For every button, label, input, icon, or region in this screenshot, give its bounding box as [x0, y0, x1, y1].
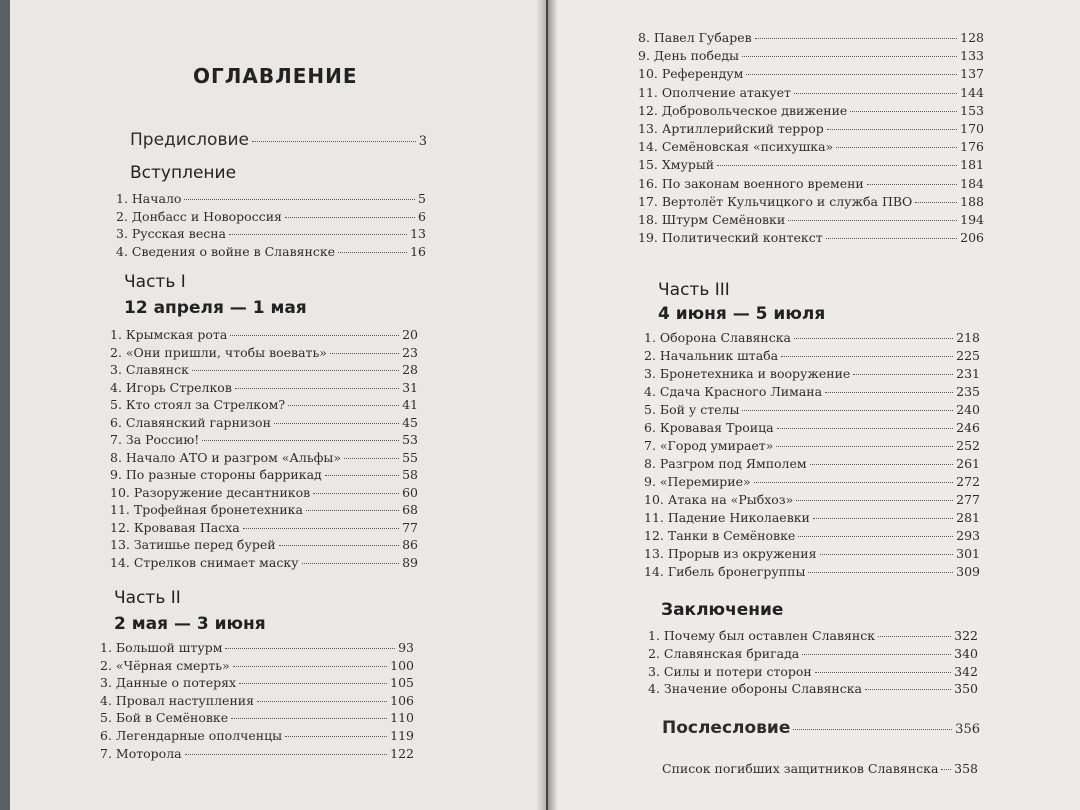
- toc-entry: [644, 420, 980, 435]
- toc-entry-label: 1. Крымская рота: [110, 327, 228, 342]
- dot-leader: [825, 392, 953, 393]
- toc-entry-label: 11. Ополчение атакует: [638, 84, 791, 100]
- toc-entry: [116, 244, 426, 259]
- dot-leader: [344, 458, 399, 459]
- dot-leader: [302, 563, 400, 564]
- toc-entry: [110, 485, 418, 500]
- dot-leader: [257, 701, 387, 702]
- dot-leader: [285, 217, 415, 218]
- toc-entry-label: 4. Значение обороны Славянска: [648, 681, 863, 697]
- toc-entry: [644, 384, 980, 399]
- toc-entry-label: 3. Русская весна: [116, 226, 227, 242]
- toc-entry-page: 309: [956, 564, 980, 579]
- toc-entry-page: 13: [410, 226, 426, 242]
- toc-entry-page: 225: [956, 348, 980, 363]
- toc-entry-page: 53: [402, 432, 418, 447]
- toc-entry: [648, 646, 978, 661]
- toc-entry: [662, 761, 978, 776]
- dot-leader: [230, 335, 399, 336]
- toc-entry-label: 19. Политический контекст: [638, 230, 823, 246]
- toc-entry-page: 16: [410, 243, 426, 259]
- toc-entry-label: 9. По разные стороны баррикад: [110, 467, 322, 482]
- dot-leader: [815, 672, 951, 673]
- dot-leader: [794, 338, 953, 339]
- dot-leader: [853, 374, 953, 375]
- toc-entry: [662, 718, 980, 738]
- toc-entry-label: 10. Референдум: [638, 66, 744, 82]
- toc-entry: [110, 345, 418, 360]
- toc-entry-page: 235: [956, 384, 980, 399]
- toc-entry-label: 7. «Город умирает»: [644, 438, 774, 453]
- toc-entry-label: 12. Добровольческое движение: [638, 102, 848, 118]
- toc-entry-page: 356: [955, 722, 980, 737]
- toc-entry-label: 9. «Перемирие»: [644, 474, 751, 489]
- toc-entry-label: 2. Славянская бригада: [648, 645, 800, 661]
- toc-entry: [110, 537, 418, 552]
- section-heading-intro: Вступление: [130, 163, 237, 183]
- toc-entry-label: 14. Семёновская «психушка»: [638, 139, 834, 155]
- toc-entry-page: 181: [960, 157, 984, 173]
- dot-leader: [850, 111, 957, 112]
- toc-entry-page: 93: [398, 640, 414, 655]
- dot-leader: [776, 446, 953, 447]
- toc-entry-page: 231: [956, 366, 980, 381]
- toc-entry-label: 3. Бронетехника и вооружение: [644, 366, 851, 381]
- toc-entry: [648, 664, 978, 679]
- toc-entry: [100, 710, 414, 725]
- part-title: Часть II: [114, 588, 181, 608]
- toc-entry-page: 350: [954, 681, 978, 697]
- toc-entry-label: 10. Разоружение десантников: [110, 484, 311, 500]
- toc-entry: [644, 366, 980, 381]
- toc-entry-page: 77: [402, 519, 418, 535]
- toc-entry: [638, 212, 984, 227]
- toc-entry-label: 10. Атака на «Рыбхоз»: [644, 492, 794, 507]
- toc-entry: [100, 693, 414, 708]
- toc-entry-page: 252: [956, 438, 980, 453]
- toc-entry-label: 2. Донбасс и Новороссия: [116, 208, 282, 224]
- toc-entry-label: 9. День победы: [638, 48, 739, 64]
- toc-entry: [644, 330, 980, 345]
- toc-entry-page: 28: [402, 362, 418, 377]
- toc-entry: [110, 362, 418, 377]
- toc-entry-page: 5: [418, 191, 426, 206]
- dot-leader: [813, 518, 953, 519]
- toc-entry: [100, 640, 414, 655]
- dot-leader: [330, 353, 399, 354]
- toc-entry-page: 153: [960, 102, 984, 118]
- toc-entry-label: 7. За Россию!: [110, 432, 200, 447]
- page-title: ОГЛАВЛЕНИЕ: [193, 64, 358, 88]
- dot-leader: [313, 493, 399, 494]
- toc-entry-page: 119: [390, 728, 414, 743]
- toc-entry-page: 23: [402, 344, 418, 360]
- dot-leader: [306, 510, 399, 511]
- toc-entry: [638, 48, 984, 63]
- toc-entry: [644, 348, 980, 363]
- toc-entry-page: 206: [960, 230, 984, 246]
- toc-entry-label: Послесловие: [662, 718, 791, 738]
- toc-entry-label: 1. Начало: [116, 191, 182, 206]
- toc-entry: [110, 450, 418, 465]
- toc-entry-label: 16. По законам военного времени: [638, 175, 864, 191]
- section-heading-conclusion: Заключение: [661, 600, 784, 620]
- dot-leader: [229, 234, 407, 235]
- toc-entry-page: 6: [418, 208, 426, 224]
- dot-leader: [820, 554, 954, 555]
- toc-entry-label: 2. «Чёрная смерть»: [100, 657, 230, 673]
- toc-entry-label: 5. Бой у стелы: [644, 402, 740, 417]
- dot-leader: [777, 428, 954, 429]
- toc-entry-page: 277: [956, 492, 980, 507]
- toc-entry-label: 6. Кровавая Троица: [644, 420, 774, 435]
- toc-entry-page: 340: [954, 645, 978, 661]
- toc-entry-label: 6. Легендарные ополченцы: [100, 728, 283, 743]
- toc-entry-label: 11. Трофейная бронетехника: [110, 502, 303, 517]
- toc-entry-label: 5. Бой в Семёновке: [100, 710, 229, 726]
- toc-entry-label: 13. Артиллерийский террор: [638, 121, 824, 136]
- toc-entry-page: 106: [390, 692, 414, 708]
- dot-leader: [810, 464, 954, 465]
- dot-leader: [742, 56, 957, 57]
- toc-entry: [644, 402, 980, 417]
- dot-leader: [239, 683, 387, 684]
- toc-entry-page: 3: [418, 134, 427, 149]
- toc-entry-page: 45: [402, 414, 418, 430]
- toc-entry: [100, 675, 414, 690]
- toc-entry-page: 342: [954, 663, 978, 679]
- toc-entry-label: 4. Провал наступления: [100, 692, 255, 708]
- toc-entry-page: 322: [954, 628, 978, 643]
- dot-leader: [192, 370, 399, 371]
- toc-entry-page: 218: [956, 330, 980, 345]
- dot-leader: [793, 729, 952, 730]
- toc-entry-page: 89: [402, 554, 418, 570]
- dot-leader: [235, 388, 399, 389]
- toc-entry: [644, 492, 980, 507]
- dot-leader: [798, 536, 953, 537]
- toc-entry: [110, 520, 418, 535]
- toc-entry-page: 358: [954, 761, 978, 776]
- toc-entry-label: 1. Почему был оставлен Славянск: [648, 628, 876, 643]
- dot-leader: [338, 252, 407, 253]
- toc-entry: [638, 30, 984, 45]
- toc-entry: [116, 209, 426, 224]
- toc-entry-page: 128: [960, 30, 984, 45]
- dot-leader: [274, 423, 399, 424]
- dot-leader: [865, 689, 951, 690]
- toc-entry-label: 13. Затишье перед бурей: [110, 537, 276, 552]
- part-dates: 2 мая — 3 июня: [114, 614, 266, 634]
- toc-entry-page: 58: [402, 467, 418, 482]
- toc-entry-page: 293: [956, 528, 980, 543]
- toc-entry-page: 20: [402, 327, 418, 342]
- dot-leader: [184, 199, 415, 200]
- dot-leader: [788, 220, 957, 221]
- dot-leader: [252, 141, 416, 142]
- dot-leader: [325, 475, 399, 476]
- part-title: Часть III: [658, 280, 730, 300]
- dot-leader: [781, 356, 953, 357]
- toc-entry: [100, 728, 414, 743]
- toc-entry-page: 55: [402, 449, 418, 465]
- toc-entry-page: 272: [956, 474, 980, 489]
- toc-entry-label: 1. Оборона Славянска: [644, 330, 791, 345]
- toc-entry-label: 18. Штурм Семёновки: [638, 212, 786, 227]
- toc-entry: [644, 510, 980, 525]
- toc-entry: [638, 176, 984, 191]
- toc-entry-label: 15. Хмурый: [638, 157, 715, 173]
- toc-entry-label: 7. Моторола: [100, 745, 182, 761]
- toc-entry: [638, 103, 984, 118]
- dot-leader: [826, 238, 958, 239]
- dot-leader: [794, 93, 957, 94]
- toc-entry-page: 240: [956, 402, 980, 417]
- toc-entry-page: 144: [960, 84, 984, 100]
- toc-entry: [644, 528, 980, 543]
- toc-entry-page: 184: [960, 175, 984, 191]
- toc-entry: [110, 415, 418, 430]
- toc-entry-label: 14. Гибель бронегруппы: [644, 564, 806, 579]
- toc-entry-label: Предисловие: [130, 130, 249, 150]
- dot-leader: [202, 440, 399, 441]
- toc-entry-label: 3. Славянск: [110, 362, 189, 377]
- dot-leader: [915, 202, 957, 203]
- toc-entry: [110, 380, 418, 395]
- toc-entry: [110, 432, 418, 447]
- dot-leader: [808, 572, 953, 573]
- toc-entry: [116, 226, 426, 241]
- part-dates: 12 апреля — 1 мая: [124, 298, 307, 318]
- toc-entry: [644, 438, 980, 453]
- dot-leader: [878, 636, 951, 637]
- toc-entry-page: 60: [402, 484, 418, 500]
- toc-entry: [110, 327, 418, 342]
- toc-entry-page: 137: [960, 66, 984, 82]
- toc-entry: [638, 121, 984, 136]
- toc-entry-page: 41: [402, 397, 418, 412]
- toc-entry-label: 13. Прорыв из окружения: [644, 546, 817, 561]
- toc-entry: [644, 474, 980, 489]
- toc-entry: [100, 746, 414, 761]
- part-dates: 4 июня — 5 июля: [658, 304, 826, 324]
- dot-leader: [225, 648, 395, 649]
- toc-entry-page: 170: [960, 121, 984, 136]
- dot-leader: [754, 482, 953, 483]
- toc-entry-label: 4. Игорь Стрелков: [110, 379, 232, 395]
- toc-entry: [638, 194, 984, 209]
- toc-entry-label: 4. Сведения о войне в Славянске: [116, 243, 336, 259]
- toc-entry: [644, 564, 980, 579]
- dot-leader: [288, 405, 399, 406]
- dot-leader: [233, 666, 387, 667]
- toc-entry-page: 133: [960, 48, 984, 64]
- toc-entry-label: 2. Начальник штаба: [644, 348, 779, 363]
- toc-entry: [116, 191, 426, 206]
- dot-leader: [717, 165, 957, 166]
- toc-entry-label: Список погибших защитников Славянска: [662, 761, 939, 776]
- dot-leader: [185, 754, 388, 755]
- toc-entry-label: 5. Кто стоял за Стрелком?: [110, 397, 286, 412]
- dot-leader: [285, 736, 387, 737]
- part-title: Часть I: [124, 272, 186, 292]
- toc-entry-label: 11. Падение Николаевки: [644, 510, 810, 525]
- dot-leader: [941, 769, 951, 770]
- toc-entry-page: 301: [956, 546, 980, 561]
- toc-entry: [644, 456, 980, 471]
- toc-entry-page: 31: [402, 379, 418, 395]
- toc-entry-label: 4. Сдача Красного Лимана: [644, 384, 823, 399]
- toc-entry: [638, 85, 984, 100]
- toc-entry-page: 105: [390, 675, 414, 691]
- toc-entry: [648, 681, 978, 696]
- toc-entry-label: 12. Танки в Семёновке: [644, 528, 796, 543]
- dot-leader: [755, 38, 957, 39]
- toc-entry: [130, 130, 427, 150]
- dot-leader: [796, 500, 953, 501]
- toc-entry: [110, 397, 418, 412]
- toc-entry-label: 2. «Они пришли, чтобы воевать»: [110, 344, 327, 360]
- toc-entry-page: 188: [960, 193, 984, 209]
- toc-entry-label: 8. Разгром под Ямполем: [644, 456, 807, 471]
- toc-entry-label: 14. Стрелков снимает маску: [110, 554, 299, 570]
- book-spine-shadow: [536, 0, 558, 810]
- toc-entry-page: 122: [390, 745, 414, 761]
- dot-leader: [827, 129, 957, 130]
- dot-leader: [742, 410, 953, 411]
- toc-entry-label: 8. Павел Губарев: [638, 30, 752, 45]
- toc-entry: [110, 502, 418, 517]
- toc-entry: [110, 467, 418, 482]
- dot-leader: [243, 528, 399, 529]
- toc-entry: [638, 230, 984, 245]
- toc-entry-page: 261: [956, 456, 980, 471]
- toc-entry-label: 1. Большой штурм: [100, 640, 223, 655]
- dot-leader: [836, 147, 957, 148]
- toc-entry: [100, 658, 414, 673]
- dot-leader: [279, 545, 400, 546]
- dot-leader: [867, 184, 957, 185]
- toc-entry: [638, 139, 984, 154]
- toc-entry: [110, 555, 418, 570]
- toc-entry-page: 281: [956, 510, 980, 525]
- toc-entry-label: 8. Начало АТО и разгром «Альфы»: [110, 449, 342, 465]
- toc-entry-label: 3. Силы и потери сторон: [648, 663, 812, 679]
- toc-entry-label: 6. Славянский гарнизон: [110, 414, 271, 430]
- toc-entry-label: 3. Данные о потерях: [100, 675, 237, 691]
- toc-entry-label: 17. Вертолёт Кульчицкого и служба ПВО: [638, 193, 913, 209]
- toc-entry: [638, 157, 984, 172]
- dot-leader: [802, 654, 951, 655]
- toc-entry-page: 246: [956, 420, 980, 435]
- dot-leader: [746, 74, 957, 75]
- toc-entry-page: 68: [402, 502, 418, 517]
- toc-entry-page: 176: [960, 139, 984, 155]
- dot-leader: [231, 718, 387, 719]
- toc-entry: [644, 546, 980, 561]
- toc-entry-page: 100: [390, 657, 414, 673]
- toc-entry-page: 194: [960, 212, 984, 227]
- toc-entry-label: 12. Кровавая Пасха: [110, 519, 240, 535]
- toc-entry-page: 110: [390, 710, 414, 726]
- toc-entry: [648, 628, 978, 643]
- toc-entry: [638, 66, 984, 81]
- toc-entry-page: 86: [402, 537, 418, 552]
